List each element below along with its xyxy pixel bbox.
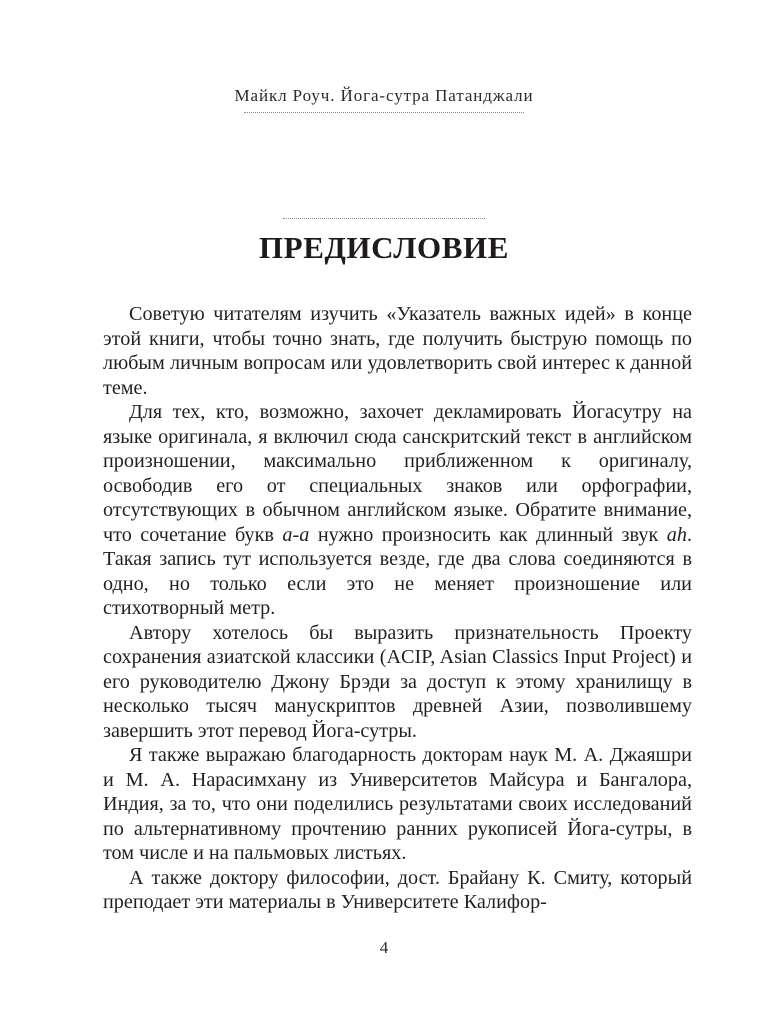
title-divider xyxy=(283,218,485,219)
header-divider xyxy=(244,112,524,113)
body-text xyxy=(103,302,692,915)
paragraph-1: Советую читателям изучить «Указатель важных идей» в конце этой книги, чтобы точно знать, где получить быструю помощь по любым личным вопросам или удовлетворить свой интерес к данной теме. xyxy=(103,303,692,399)
paragraph-2-part-3: . Такая запись тут используется везде, где два слова соединяются в одно, но только если это не меняет произношение или стихотворный метр. xyxy=(103,523,692,619)
page-number: 4 xyxy=(379,938,389,957)
chapter-title: ПРЕДИСЛОВИЕ xyxy=(258,230,510,265)
paragraph-2 xyxy=(103,400,692,621)
paragraph-2-part-2: нужно произносить как длинный звук xyxy=(309,523,667,546)
running-head: Майкл Роуч. Йога-сутра Патанджали xyxy=(234,86,534,105)
paragraph-4: Я также выражаю благодарность докторам наук М. А. Джаяшри и М. А. Нарасимхану из Университетов Майсура и Бангалора, Индия, за то, что они поделились результатами своих исследований по альтернативному прочтению ранних рукописей Йога-сутры, в том числе и на пальмовых листьях. xyxy=(103,744,692,864)
paragraph-5: А также доктору философии, дост. Брайану К. Смиту, который преподает эти материалы в Университете Калифор- xyxy=(103,866,692,913)
paragraph-3: Автору хотелось бы выразить признательность Проекту сохранения азиатской классики (ACIP, Asian Classics Input Project) и его руководителю Джону Брэди за доступ к этому хранилищу в несколько тысяч манускриптов древней Азии, позволившему завершить этот перевод Йога-сутры. xyxy=(103,621,692,742)
italic-a-a: a-a xyxy=(282,523,310,546)
paragraph-2-part-1: Для тех, кто, возможно, захочет декламировать Йогасутру на языке оригинала, я включил сюда санскритский текст в английском произношении, максимально приближенном к оригиналу, освободив его от специальных знаков или орфографии, отсутствующих в обычном английском языке. Обратите внимание, что сочетание букв xyxy=(103,401,692,546)
italic-ah: ah xyxy=(666,523,687,546)
